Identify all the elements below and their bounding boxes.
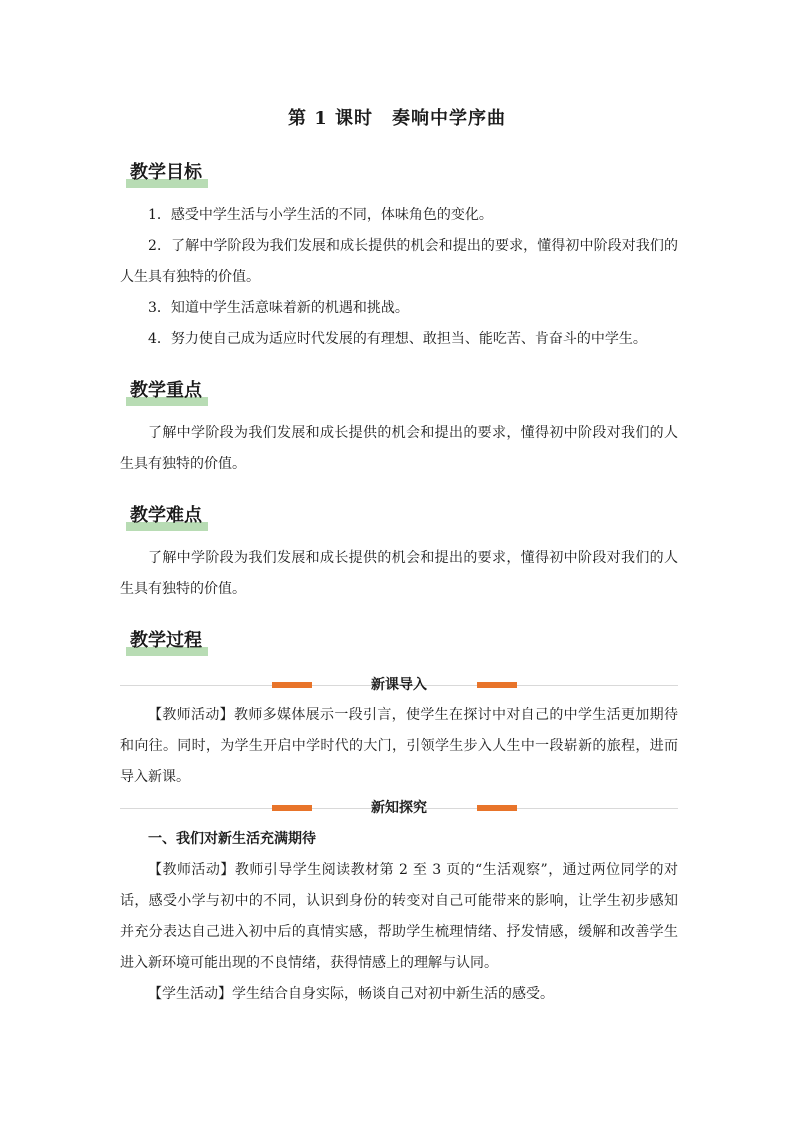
difficult-points-text-block xyxy=(120,543,678,605)
explore-text-block xyxy=(120,824,678,1010)
explore-divider xyxy=(120,797,678,821)
explore-student-activity: 【学生活动】学生结合自身实际，畅谈自己对初中新生活的感受。 xyxy=(148,986,554,1002)
objective-item-4: 4．努力使自己成为适应时代发展的有理想、敢担当、能吃苦、肯奋斗的中学生。 xyxy=(148,331,647,347)
objective-item-2: 2．了解中学阶段为我们发展和成长提供的机会和提出的要求，懂得初中阶段对我们的人生具有独特的价值。 xyxy=(120,238,678,285)
objectives-heading-text: 教学目标 xyxy=(130,162,202,183)
objectives-list xyxy=(120,200,678,355)
difficult-points-text: 了解中学阶段为我们发展和成长提供的机会和提出的要求，懂得初中阶段对我们的人生具有独特的价值。 xyxy=(120,550,678,597)
objective-item-1: 1．感受中学生活与小学生活的不同，体味角色的变化。 xyxy=(148,207,493,223)
intro-label: 新课导入 xyxy=(371,677,427,693)
key-points-heading xyxy=(126,378,202,406)
objective-item-3: 3．知道中学生活意味着新的机遇和挑战。 xyxy=(148,300,409,316)
process-heading xyxy=(126,628,202,656)
difficult-points-heading-text: 教学难点 xyxy=(130,505,202,526)
key-points-text: 了解中学阶段为我们发展和成长提供的机会和提出的要求，懂得初中阶段对我们的人生具有独特的价值。 xyxy=(120,425,678,472)
process-heading-text: 教学过程 xyxy=(130,630,202,651)
difficult-points-heading xyxy=(126,503,202,531)
intro-text-block xyxy=(120,700,678,793)
key-points-text-block xyxy=(120,418,678,480)
explore-teacher-activity: 【教师活动】教师引导学生阅读教材第 2 至 3 页的“生活观察”，通过两位同学的对话，感受小学与初中的不同，认识到身份的转变对自己可能带来的影响，让学生初步感知并充分表达自己进入初中后的真情实感，帮助学生梳理情绪、抒发情感，缓解和改善学生进入新环境可能出现的不良情绪，获得情感上的理解与认同。 xyxy=(120,862,678,971)
key-points-heading-text: 教学重点 xyxy=(130,380,202,401)
explore-subheading: 一、我们对新生活充满期待 xyxy=(148,831,316,847)
explore-label: 新知探究 xyxy=(371,800,427,816)
page-title: 第 1 课时 奏响中学序曲 xyxy=(287,108,507,129)
objectives-heading xyxy=(126,160,202,188)
intro-text: 【教师活动】教师多媒体展示一段引言，使学生在探讨中对自己的中学生活更加期待和向往。同时，为学生开启中学时代的大门，引领学生步入人生中一段崭新的旅程，进而导入新课。 xyxy=(120,707,678,785)
intro-divider xyxy=(120,674,678,698)
